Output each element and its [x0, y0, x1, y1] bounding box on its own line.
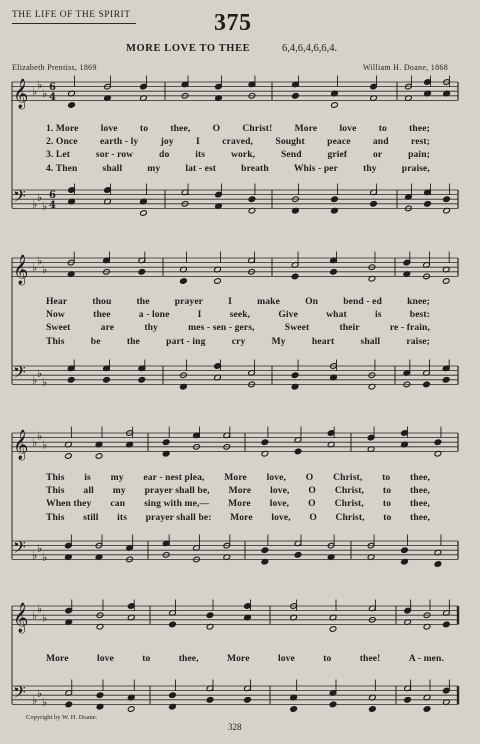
lyric-word: make	[257, 296, 280, 307]
lyric-word: This	[46, 472, 65, 483]
lyric-word: A - men.	[408, 653, 444, 664]
lyric-word: On	[305, 296, 319, 307]
treble-clef: 𝄞	[13, 603, 29, 633]
lyric-word: sing with me,—	[144, 498, 210, 510]
flat-sign: ♭	[32, 85, 38, 99]
lyric-word: to	[382, 498, 392, 510]
bass-note	[248, 196, 256, 203]
lyric-word: Christ,	[335, 511, 365, 523]
lyric-word: can	[110, 498, 126, 510]
bass-clef: 𝄢	[13, 186, 26, 210]
lyric-word: craved,	[222, 136, 254, 148]
lyric-word: cry	[231, 335, 246, 347]
lyric-word: work,	[230, 149, 256, 161]
treble-note	[442, 278, 450, 285]
bass-note	[127, 706, 135, 713]
lyric-word: the	[126, 335, 140, 347]
lyric-word: to	[378, 123, 387, 134]
lyric-word: This	[46, 485, 65, 497]
bass-note	[442, 377, 450, 384]
flat-sign: ♭	[37, 686, 43, 700]
lyric-word: prayer	[174, 296, 204, 307]
lyric-word: part - ing	[166, 335, 206, 347]
time-signature-bottom: 4	[49, 92, 56, 103]
lyric-word: to	[142, 653, 151, 664]
bass-note	[331, 196, 339, 203]
bass-note	[401, 547, 409, 554]
lyric-word: my	[112, 485, 126, 497]
lyric-word: their	[339, 322, 360, 334]
flat-sign: ♭	[42, 438, 48, 452]
lyric-word: love	[277, 653, 295, 664]
lyric-word: seek,	[229, 309, 251, 321]
lyric-word: love,	[269, 498, 290, 510]
lyric-word: to	[383, 511, 392, 523]
flat-sign: ♭	[42, 611, 48, 625]
lyric-line	[46, 336, 430, 347]
lyricist-credit: Elizabeth Prentiss, 1869	[12, 63, 97, 72]
flat-sign: ♭	[37, 78, 43, 92]
lyric-line	[46, 136, 430, 147]
treble-note	[162, 439, 170, 446]
lyric-word: re - frain,	[389, 322, 430, 334]
bass-note	[290, 706, 298, 713]
lyric-word: heart	[311, 335, 335, 347]
lyric-word: pain;	[408, 149, 430, 161]
bass-note	[169, 692, 177, 699]
lyric-word: O	[212, 123, 221, 134]
lyric-word: This	[46, 335, 65, 347]
lyric-word: More	[228, 485, 252, 497]
lyric-word: More	[227, 653, 250, 664]
lyric-word: love	[100, 123, 118, 134]
lyric-word: its	[117, 511, 128, 523]
time-signature-top: 6	[49, 190, 56, 201]
lyric-word: to	[382, 472, 391, 483]
lyric-word: I	[196, 136, 200, 148]
treble-note	[443, 621, 451, 628]
lyric-word: what	[326, 309, 347, 321]
lyric-word: sor - row	[95, 149, 134, 161]
flat-sign: ♭	[37, 429, 43, 443]
lyric-word: to	[323, 653, 332, 664]
lyric-word: thy	[363, 162, 377, 174]
flat-sign: ♭	[42, 263, 48, 277]
flat-sign: ♭	[42, 200, 48, 214]
treble-clef: 𝄞	[13, 79, 29, 109]
bass-note	[65, 701, 73, 708]
time-signature-bottom: 4	[49, 200, 56, 211]
lyric-line	[46, 512, 430, 523]
lyric-line	[46, 123, 430, 134]
lyric-line	[46, 653, 444, 664]
lyric-word: Hear	[46, 296, 68, 307]
lyric-word: best:	[409, 309, 430, 321]
lyric-word: More	[228, 498, 251, 510]
lyric-word: O	[308, 498, 316, 510]
flat-sign: ♭	[37, 602, 43, 616]
lyric-word: the	[136, 296, 150, 307]
lyric-word: thee,	[410, 472, 430, 483]
treble-note	[206, 612, 214, 619]
bass-note	[261, 547, 269, 554]
lyric-word: I	[228, 296, 233, 307]
lyric-word: love	[339, 123, 357, 134]
bass-note	[423, 706, 431, 713]
treble-note	[169, 621, 177, 628]
lyric-word: grief	[327, 149, 348, 161]
lyric-word: raise;	[406, 335, 430, 347]
lyric-line	[46, 485, 430, 496]
treble-note	[291, 273, 299, 280]
treble-note	[261, 439, 269, 446]
treble-note	[434, 439, 442, 446]
lyric-word: O	[308, 485, 316, 497]
lyric-word: thee,	[410, 498, 430, 510]
lyric-word: More	[46, 653, 69, 664]
lyric-word: More	[224, 472, 247, 483]
lyric-word: to	[382, 485, 392, 497]
lyric-word: ear - nest plea,	[143, 472, 205, 483]
treble-note	[214, 278, 222, 285]
bass-note	[404, 697, 412, 704]
treble-note	[292, 93, 300, 100]
lyric-word: 2. Once	[46, 136, 78, 148]
bass-note	[294, 552, 302, 559]
copyright-notice: Copyright by W. H. Doane.	[26, 714, 98, 721]
treble-note	[330, 269, 338, 276]
bass-note	[443, 196, 451, 203]
treble-clef: 𝄞	[13, 430, 29, 460]
flat-sign: ♭	[37, 541, 43, 555]
hymn-meter: 6,4,6,4,6,6,4.	[282, 43, 338, 54]
lyric-word: Send	[280, 149, 302, 161]
lyric-word: thee	[93, 309, 111, 321]
lyric-word: Christ!	[242, 123, 273, 134]
lyric-word: thee;	[409, 123, 430, 134]
treble-note	[95, 453, 103, 460]
lyric-word: be	[90, 335, 101, 347]
bass-note	[329, 701, 337, 708]
lyric-word: Sweet	[46, 322, 71, 334]
lyric-word: is	[84, 472, 91, 483]
lyric-word: my	[110, 472, 124, 483]
flat-sign: ♭	[37, 254, 43, 268]
lyric-word: knee;	[407, 296, 430, 307]
lyric-word: O	[309, 511, 317, 523]
lyric-word: 4. Then	[46, 162, 78, 174]
lyric-line	[46, 296, 430, 307]
lyric-word: Sought	[275, 136, 305, 148]
bass-note	[206, 697, 214, 704]
flat-sign: ♭	[32, 261, 38, 275]
bass-note	[369, 706, 377, 713]
bass-note	[434, 561, 442, 568]
lyric-word: love,	[271, 511, 291, 523]
lyric-word: a - lone	[138, 309, 170, 321]
bass-note	[103, 377, 111, 384]
lyric-word: or	[373, 149, 383, 161]
flat-sign: ♭	[32, 373, 38, 387]
treble-note	[65, 453, 73, 460]
lyric-word: This	[46, 511, 65, 523]
lyric-word: Whis - per	[293, 162, 338, 174]
lyric-line	[46, 309, 430, 320]
lyric-word: still	[83, 511, 99, 523]
bass-clef: 𝄢	[13, 362, 26, 386]
hymn-title: MORE LOVE TO THEE	[126, 43, 251, 54]
lyric-word: prayer shall be:	[145, 511, 212, 523]
lyric-word: When they	[46, 498, 92, 510]
lyric-line	[46, 149, 430, 160]
lyric-word: joy	[160, 136, 174, 148]
lyric-word: peace	[327, 136, 351, 148]
bass-note	[138, 377, 146, 384]
lyric-word: O	[305, 472, 314, 483]
lyric-word: More	[230, 511, 253, 523]
lyric-word: lat - est	[185, 162, 217, 174]
lyric-word: Christ,	[334, 498, 364, 510]
lyric-word: prayer shall be,	[144, 485, 210, 497]
treble-note	[294, 448, 302, 455]
flat-sign: ♭	[42, 696, 48, 710]
lyric-word: shall	[360, 335, 381, 347]
lyric-word: bend - ed	[343, 296, 382, 307]
lyric-word: do	[159, 149, 170, 161]
bass-note	[244, 697, 252, 704]
lyric-word: love,	[270, 485, 290, 497]
lyric-word: mes - sen - gers,	[188, 322, 255, 334]
bass-note	[291, 372, 299, 379]
section-heading: THE LIFE OF THE SPIRIT	[12, 10, 131, 20]
lyric-word: praise,	[401, 162, 430, 174]
lyric-word: are	[100, 322, 115, 334]
lyric-word: rest;	[411, 136, 430, 148]
lyric-word: thee,	[410, 511, 430, 523]
bass-clef: 𝄢	[13, 537, 26, 561]
lyric-word: 1. More	[46, 123, 79, 134]
treble-note	[331, 102, 339, 109]
lyric-word: 3. Let	[46, 149, 71, 161]
bass-note	[140, 210, 148, 217]
lyric-line	[46, 163, 430, 174]
flat-sign: ♭	[32, 197, 38, 211]
lyric-word: earth - ly	[99, 136, 139, 148]
composer-credit: William H. Doane, 1868	[362, 63, 448, 72]
bass-note	[370, 201, 378, 208]
bass-clef: 𝄢	[13, 682, 26, 706]
flat-sign: ♭	[37, 190, 43, 204]
lyric-word: shall	[102, 162, 123, 174]
lyric-line	[46, 472, 430, 483]
lyric-word: thy	[144, 322, 158, 334]
lyric-word: I	[197, 309, 202, 321]
flat-sign: ♭	[32, 436, 38, 450]
lyric-word: thee!	[359, 653, 381, 664]
bass-note	[67, 377, 75, 384]
flat-sign: ♭	[32, 548, 38, 562]
lyric-word: Christ,	[334, 485, 365, 497]
lyric-word: all	[83, 485, 94, 497]
lyric-word: its	[195, 149, 206, 161]
lyric-word: love	[96, 653, 114, 664]
flat-sign: ♭	[42, 87, 48, 101]
lyric-word: thee,	[170, 123, 191, 134]
lyric-word: thee,	[410, 485, 430, 497]
lyric-word: thou	[92, 296, 112, 307]
lyric-word: is	[374, 309, 382, 321]
lyric-word: breath	[241, 162, 269, 174]
time-signature-top: 6	[49, 82, 56, 93]
flat-sign: ♭	[32, 693, 38, 707]
flat-sign: ♭	[42, 376, 48, 390]
lyric-word: Give	[278, 309, 298, 321]
treble-note	[68, 102, 76, 109]
lyric-word: Sweet	[284, 322, 310, 334]
hymn-number: 375	[214, 10, 252, 36]
treble-note	[138, 269, 146, 276]
lyric-word: More	[294, 123, 318, 134]
lyric-word: my	[147, 162, 161, 174]
treble-clef: 𝄞	[13, 255, 29, 285]
lyric-word: My	[271, 335, 286, 347]
treble-note	[180, 278, 188, 285]
bass-note	[423, 381, 431, 388]
flat-sign: ♭	[32, 609, 38, 623]
lyric-line	[46, 322, 430, 333]
lyric-word: to	[139, 123, 149, 134]
flat-sign: ♭	[37, 366, 43, 380]
lyric-word: Now	[46, 309, 65, 321]
bass-note	[96, 692, 104, 699]
lyric-word: Christ,	[333, 472, 363, 483]
bass-note	[424, 201, 432, 208]
lyric-word: and	[372, 136, 389, 148]
lyric-word: thee,	[178, 653, 199, 664]
page-number: 328	[228, 722, 242, 732]
lyric-line	[46, 498, 430, 509]
lyric-word: love,	[266, 472, 287, 483]
flat-sign: ♭	[42, 551, 48, 565]
treble-note	[329, 626, 337, 633]
